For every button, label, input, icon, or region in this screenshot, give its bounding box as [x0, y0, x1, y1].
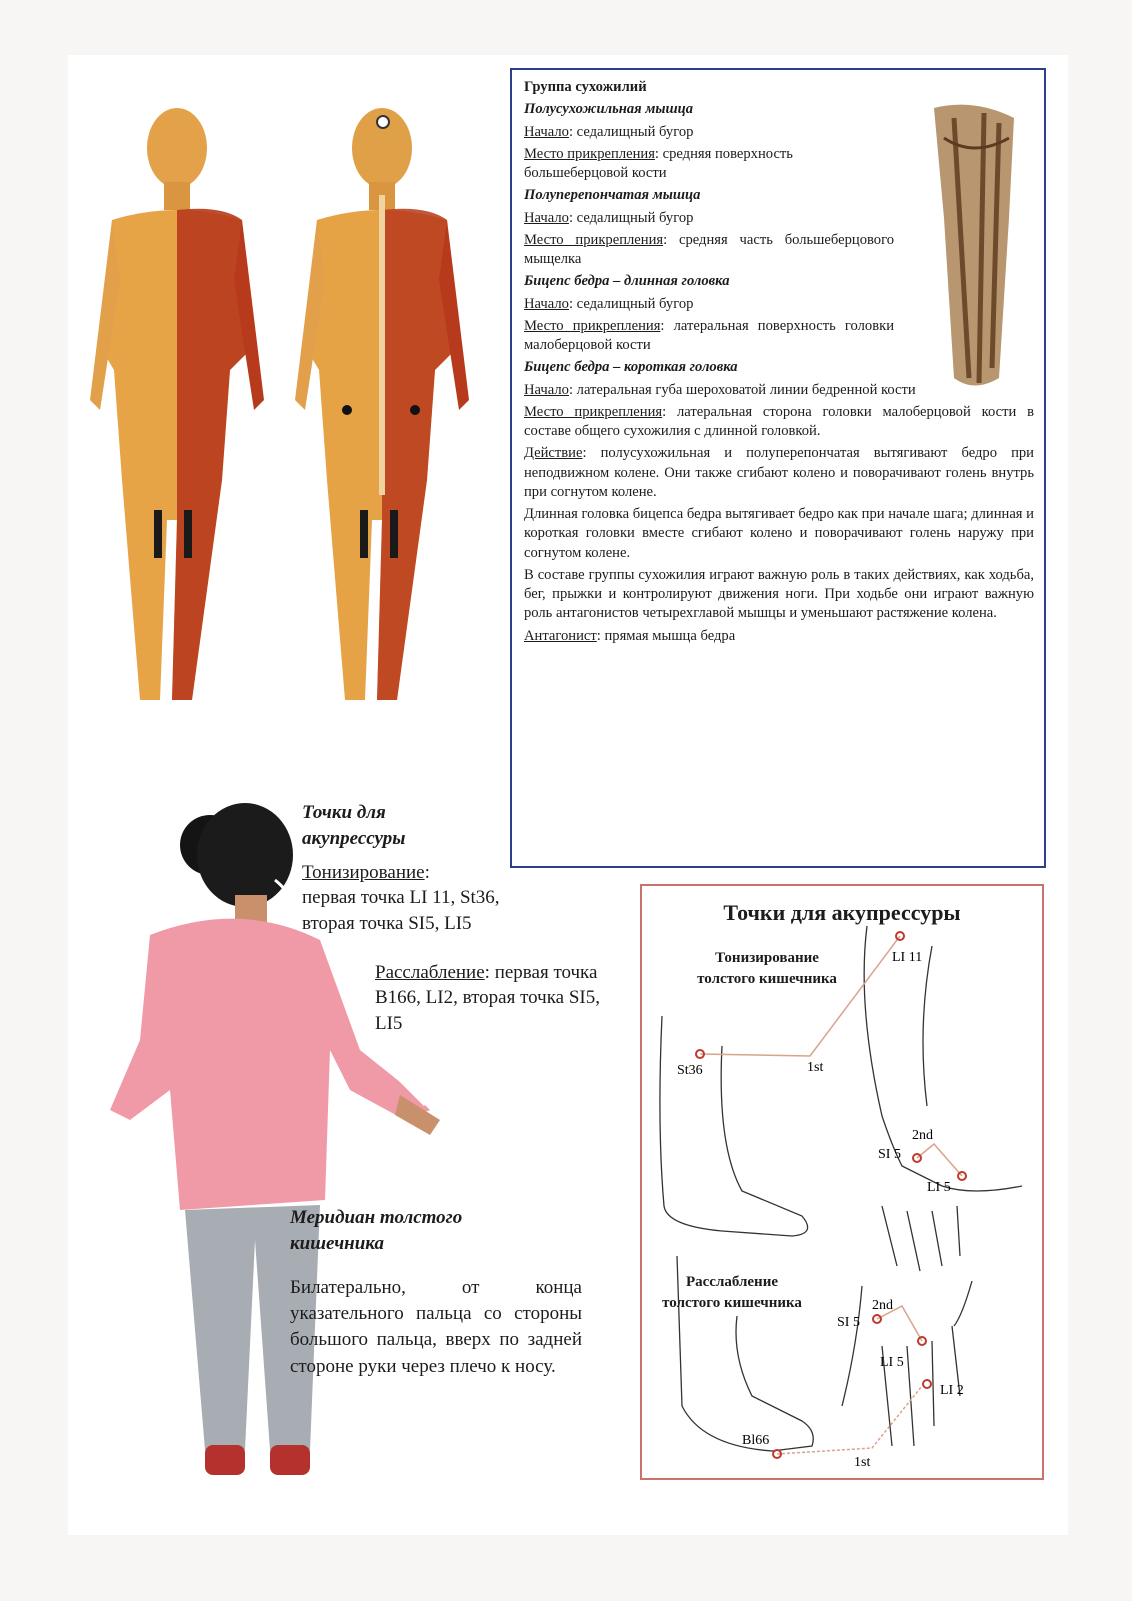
point-li5-bottom: LI 5 — [880, 1355, 904, 1370]
biceps-short-head-origin: Начало: латеральная губа шероховатой линии бедренной кости — [524, 381, 916, 398]
label-1st-bottom: 1st — [854, 1455, 871, 1470]
semimembranosus-insertion: Место прикрепления: средняя часть большеберцового мыщелка — [524, 231, 894, 267]
semitendinosus-insertion: Место прикрепления: средняя поверхность большеберцовой кости — [524, 145, 793, 181]
biceps-long-head-insertion: Место прикрепления: латеральная поверхность головки малоберцовой кости — [524, 317, 894, 353]
point-li5-top: LI 5 — [927, 1180, 951, 1195]
biceps-long-head-origin: Начало: седалищный бугор — [524, 295, 694, 312]
meridian-description: Билатерально, от конца указательного пальца со стороны большого пальца, вверх по задней стороне руки через плечо к носу. — [290, 1277, 582, 1377]
tonification-line-1: первая точка LI 11, St36, — [302, 887, 500, 909]
semimembranosus-title: Полуперепончатая мышца — [524, 187, 701, 204]
tonification-label: Тонизирование — [302, 862, 425, 883]
hamstring-muscle-illustration — [914, 98, 1034, 398]
diagram-title: Точки для акупрессуры — [723, 900, 961, 925]
acupressure-title: Точки для акупрессуры — [302, 802, 406, 849]
semitendinosus-origin: Начало: седалищный бугор — [524, 123, 694, 140]
label-2nd-top: 2nd — [912, 1128, 933, 1143]
diagram-tonification-label: Тонизирование толстого кишечника — [697, 950, 837, 987]
biceps-short-head-insertion: Место прикрепления: латеральная сторона головки малоберцовой кости в составе общего сухожилия с длинной головкой. — [524, 403, 1034, 439]
acupressure-diagram — [640, 884, 1044, 1480]
relaxation-block — [375, 960, 615, 1036]
front-figure — [90, 108, 264, 700]
back-figure — [295, 108, 469, 700]
action-paragraph: Действие: полусухожильная и полуперепончатая вытягивают бедро при неподвижном колене. Они также сгибают колено и поворачивают голень внутрь при согнутом колене. — [524, 445, 1034, 500]
point-si5-top: SI 5 — [878, 1147, 901, 1162]
relaxation-text: : первая точка B166, LI2, вторая точка SI5, LI5 — [375, 962, 600, 1034]
tonification-line-2: вторая точка SI5, LI5 — [302, 912, 472, 934]
relaxation-label: Расслабление — [375, 962, 485, 983]
diagram-relaxation-label: Расслабление толстого кишечника — [662, 1274, 802, 1311]
point-bl66: Bl66 — [742, 1433, 770, 1448]
semimembranosus-origin: Начало: седалищный бугор — [524, 209, 694, 226]
hamstring-info-box — [510, 68, 1046, 868]
biceps-long-head-title: Бицепс бедра – длинная головка — [524, 273, 730, 290]
long-head-paragraph: Длинная головка бицепса бедра вытягивает бедро как при начале шага; длинная и короткая головки вместе сгибают колено и поворачивают голень наружу при согнутом колене. — [524, 506, 1034, 561]
point-si5-bottom: SI 5 — [837, 1315, 860, 1330]
biceps-short-head-title: Бицепс бедра – короткая головка — [524, 359, 738, 376]
semitendinosus-title: Полусухожильная мышца — [524, 101, 694, 118]
point-li2: LI 2 — [940, 1383, 964, 1398]
point-li11: LI 11 — [892, 950, 923, 965]
infobox-heading: Группа сухожилий — [524, 79, 647, 95]
label-2nd-bottom: 2nd — [872, 1298, 893, 1313]
meridian-title: Меридиан толстого кишечника — [290, 1207, 463, 1254]
point-st36: St36 — [677, 1063, 703, 1078]
label-1st-top: 1st — [807, 1060, 824, 1075]
tonification-block: Тонизирование: первая точка LI 11, St36, вторая точка SI5, LI5 — [302, 862, 500, 934]
role-paragraph: В составе группы сухожилия играют важную роль в таких действиях, как ходьба, бег, прыжки и контролируют движения ноги. При ходьбе они играют важную роль антагонистов четырехглавой мышцы и уменьшают растяжение колена. — [524, 566, 1034, 622]
antagonist-line: Антагонист: прямая мышца бедра — [524, 627, 736, 644]
anatomy-figures — [72, 100, 492, 710]
